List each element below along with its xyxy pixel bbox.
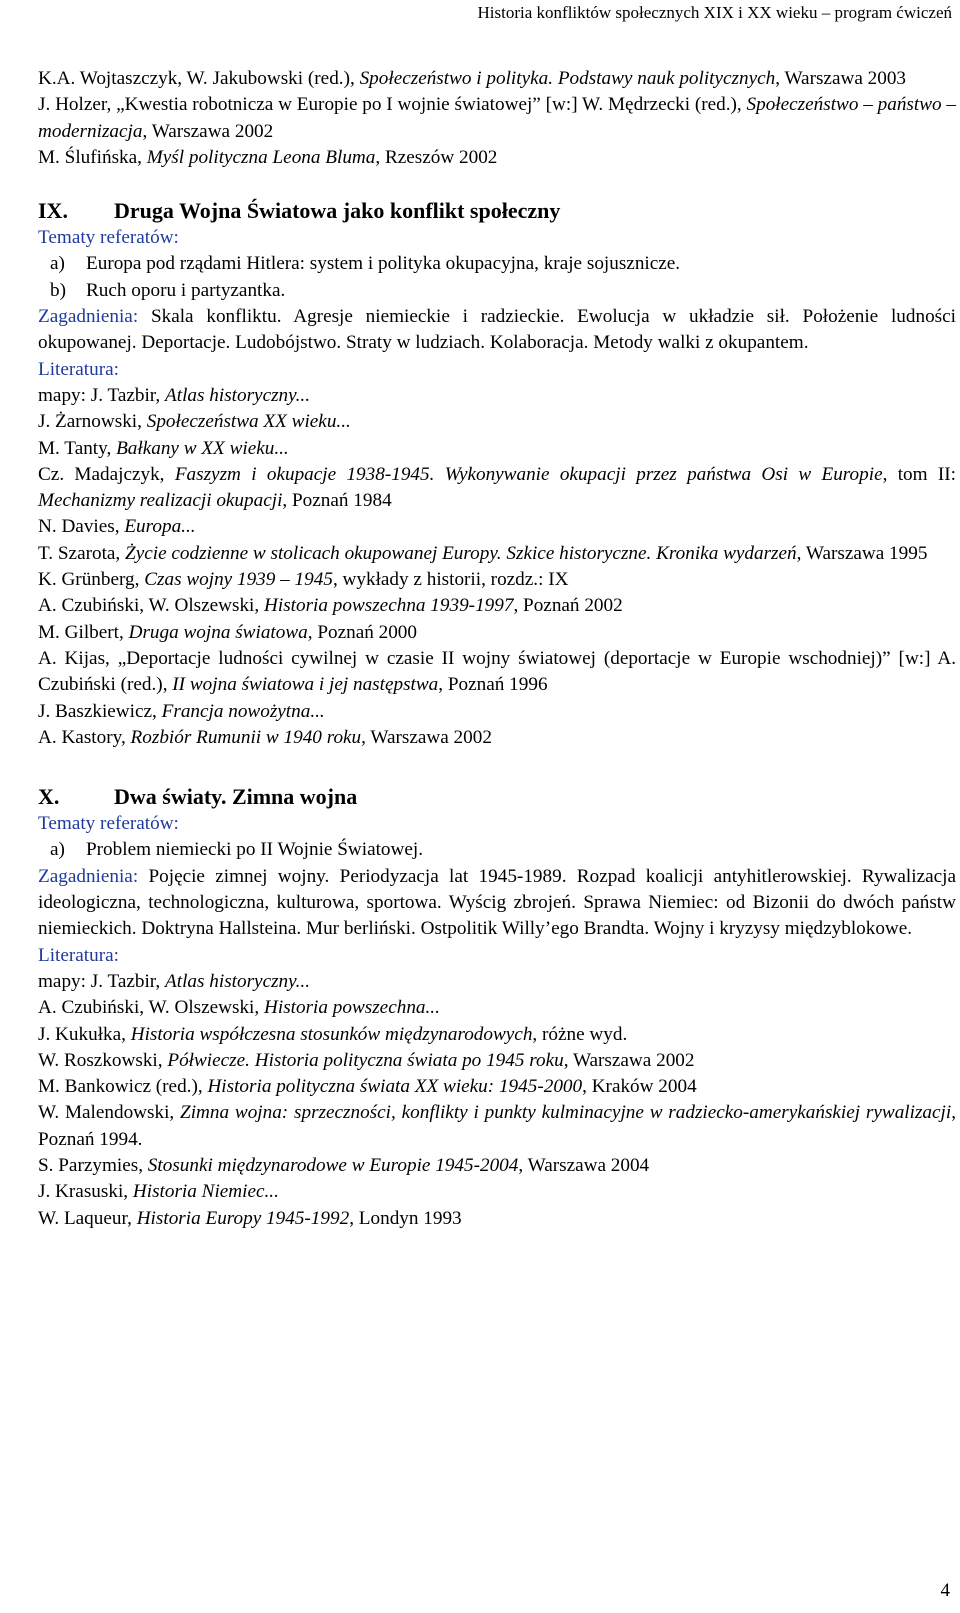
literature-entry-part: Historia polityczna świata XX wieku: 1945-2000 <box>207 1076 583 1098</box>
literature-entry-part: , Poznań 1996 <box>438 674 548 696</box>
literature-entry-part: Półwiecze. Historia polityczna świata po 1945 roku <box>167 1049 564 1071</box>
literature-entry <box>38 541 956 567</box>
section-10-issues <box>38 864 956 943</box>
literature-entry <box>38 969 956 995</box>
reference-entry-part: K.A. Wojtaszczyk, W. Jakubowski (red.), <box>38 68 360 89</box>
literature-entry-part: M. Gilbert, <box>38 621 129 643</box>
literature-entry-part: Życie codzienne w stolicach okupowanej Europy. Szkice historyczne. Kronika wydarzeń <box>125 542 797 564</box>
topic-label: a) <box>50 253 65 275</box>
literature-entry-part: , Poznań 2002 <box>513 595 623 617</box>
section-9-issues-text: Skala konfliktu. Agresje niemieckie i radzieckie. Ewolucja w układzie sił. Położenie ludności okupowanej. Deportacje. Ludobójstwo. Straty w ludziach. Kolaboracja. Metody walki z okupantem. <box>38 306 956 354</box>
literature-entry-part: A. Czubiński, W. Olszewski, <box>38 595 264 617</box>
section-10-topics-label: Tematy referatów: <box>38 813 179 835</box>
literature-entry-part: Atlas historyczny... <box>165 970 310 992</box>
literature-entry <box>38 409 956 435</box>
section-10-number: X. <box>38 784 60 810</box>
literature-entry-part: , Poznań 2000 <box>307 621 417 643</box>
literature-entry-part: Bałkany w XX wieku... <box>116 437 289 459</box>
section-9-issues-label: Zagadnienia: <box>38 306 139 328</box>
literature-entry-part: mapy: J. Tazbir, <box>38 970 166 992</box>
literature-entry-part: , wykłady z historii, rozdz.: IX <box>332 569 569 591</box>
reference-entry-part: Myśl polityczna Leona Bluma <box>146 146 376 168</box>
literature-entry-part: Zimna wojna: sprzeczności, konflikty i punkty kulminacyjne w radziecko-amerykańskiej rywalizacji <box>180 1102 952 1124</box>
reference-entry-part: , Warszawa 2002 <box>142 120 274 142</box>
section-9-topics-label: Tematy referatów: <box>38 227 179 249</box>
section-10-issues-text: Pojęcie zimnej wojny. Periodyzacja lat 1945-1989. Rozpad koalicji antyhitlerowskiej. Rywalizacja ideologiczna, technologiczna, kulturowa, sportowa. Wyścig zbrojeń. Sprawa Niemiec: od Bizonii do dwóch państw niemieckich. Doktryna Hallsteina. Mur berliński. Ostpolitik Willy’ego Brandta. Wojny i kryzysy międzyblokowe. <box>38 865 956 940</box>
section-9-literature <box>38 383 956 751</box>
literature-entry-part: Historia powszechna... <box>264 997 440 1019</box>
literature-entry-part: Historia powszechna 1939-1997 <box>264 595 514 617</box>
literature-entry-part: Francja nowożytna... <box>161 700 325 722</box>
literature-entry <box>38 725 956 751</box>
literature-entry <box>38 646 956 699</box>
literature-entry-part: A. Kijas, „Deportacje ludności cywilnej w czasie II wojny światowej (deportacje w Europie wschodniej)” [w:] A. Czubiński (red.), <box>38 647 956 696</box>
literature-entry-part: , Warszawa 1995 <box>796 542 928 564</box>
literature-entry <box>38 699 956 725</box>
reference-entry <box>38 92 956 145</box>
reference-entry-part: Społeczeństwo – państwo – modernizacja <box>38 94 956 142</box>
section-10-topics <box>38 837 956 863</box>
literature-entry-part: J. Kukułka, <box>38 1023 131 1045</box>
literature-entry <box>38 1074 956 1100</box>
literature-entry-part: J. Krasuski, <box>38 1181 133 1203</box>
topic-text: Europa pod rządami Hitlera: system i polityka okupacyjna, kraje sojusznicze. <box>86 253 681 275</box>
literature-entry <box>38 462 956 515</box>
section-9-number: IX. <box>38 198 68 224</box>
literature-entry <box>38 567 956 593</box>
page-content <box>38 66 956 1232</box>
literature-entry-part: Europa... <box>124 516 196 538</box>
literature-entry-part: Cz. Madajczyk, <box>38 463 175 485</box>
literature-entry-part: Druga wojna światowa <box>128 621 308 643</box>
literature-entry-part: A. Czubiński, W. Olszewski, <box>38 997 264 1019</box>
literature-entry-part: , Kraków 2004 <box>582 1076 697 1098</box>
literature-entry-part: M. Bankowicz (red.), <box>38 1076 208 1098</box>
section-10-literature <box>38 969 956 1232</box>
literature-entry-part: J. Baszkiewicz, <box>38 700 162 722</box>
topic-text: Problem niemiecki po II Wojnie Światowej. <box>86 839 424 861</box>
literature-entry-part: , różne wyd. <box>532 1023 628 1045</box>
reference-entry-part: , Rzeszów 2002 <box>375 146 498 168</box>
literature-entry-part: , Poznań 1984 <box>282 490 392 512</box>
topic-text: Ruch oporu i partyzantka. <box>86 279 286 301</box>
literature-entry-part: Społeczeństwa XX wieku... <box>146 411 351 433</box>
topic-label: b) <box>50 279 66 301</box>
section-10-heading: Dwa światy. Zimna wojna <box>114 784 358 810</box>
literature-entry <box>38 1206 956 1232</box>
reference-entry-part: J. Holzer, „Kwestia robotnicza w Europie po I wojnie światowej” [w:] W. Mędrzecki (red.), <box>38 94 747 116</box>
reference-entry-part: , Warszawa 2003 <box>775 68 907 89</box>
literature-entry-part: S. Parzymies, <box>38 1154 148 1176</box>
topic-item <box>38 278 956 304</box>
literature-entry <box>38 383 956 409</box>
literature-entry-part: Historia współczesna stosunków międzynarodowych <box>130 1023 533 1045</box>
reference-entry <box>38 66 956 92</box>
literature-entry-part: , Warszawa 2004 <box>518 1154 650 1176</box>
topic-item <box>38 251 956 277</box>
literature-entry-part: Faszyzm i okupacje 1938-1945. Wykonywanie okupacji przez państwa Osi w Europie <box>174 463 883 485</box>
literature-entry-part: N. Davies, <box>38 516 125 538</box>
literature-entry-part: Stosunki międzynarodowe w Europie 1945-2004 <box>147 1154 519 1176</box>
literature-entry-part: Historia Niemiec... <box>132 1181 279 1203</box>
section-9-literature-label: Literatura: <box>38 358 119 380</box>
reference-entry <box>38 145 956 171</box>
literature-entry-part: , Warszawa 2002 <box>563 1049 695 1071</box>
literature-entry-part: W. Laqueur, <box>38 1207 137 1229</box>
section-9-issues <box>38 304 956 357</box>
topic-label: a) <box>50 839 65 861</box>
literature-entry <box>38 1022 956 1048</box>
literature-entry-part: A. Kastory, <box>38 726 131 748</box>
literature-entry-part: Rozbiór Rumunii w 1940 roku <box>130 726 362 748</box>
literature-entry <box>38 995 956 1021</box>
literature-entry-part: W. Roszkowski, <box>38 1049 168 1071</box>
literature-entry-part: T. Szarota, <box>38 542 126 564</box>
literature-entry <box>38 1100 956 1153</box>
reference-entry-part: Społeczeństwo i polityka. Podstawy nauk politycznych <box>359 68 776 89</box>
literature-entry-part: K. Grünberg, <box>38 569 145 591</box>
literature-entry <box>38 1048 956 1074</box>
literature-entry-part: , Poznań 1994. <box>38 1102 956 1150</box>
section-9-topics <box>38 251 956 304</box>
literature-entry-part: , Warszawa 2002 <box>361 726 492 748</box>
literature-entry <box>38 1153 956 1179</box>
running-header: Historia konfliktów społecznych XIX i XX wieku – program ćwiczeń <box>477 3 952 22</box>
literature-entry-part: Mechanizmy realizacji okupacji <box>38 490 283 512</box>
section-10-literature-label: Literatura: <box>38 944 119 966</box>
literature-entry <box>38 436 956 462</box>
literature-entry-part: , tom II: <box>882 463 957 485</box>
section-9-title <box>38 197 956 225</box>
literature-entry-part: Czas wojny 1939 – 1945 <box>144 569 333 591</box>
top-references <box>38 66 956 171</box>
literature-entry-part: , Londyn 1993 <box>349 1207 462 1229</box>
literature-entry-part: J. Żarnowski, <box>38 411 147 433</box>
topic-item <box>38 837 956 863</box>
literature-entry <box>38 593 956 619</box>
literature-entry <box>38 620 956 646</box>
literature-entry <box>38 1179 956 1205</box>
literature-entry-part: W. Malendowski, <box>38 1102 181 1124</box>
section-10-title <box>38 783 956 811</box>
literature-entry-part: M. Tanty, <box>38 437 117 459</box>
page-number: 4 <box>940 1580 950 1601</box>
literature-entry-part: mapy: J. Tazbir, <box>38 384 166 406</box>
reference-entry-part: M. Ślufińska, <box>38 146 147 168</box>
literature-entry <box>38 514 956 540</box>
literature-entry-part: Atlas historyczny... <box>165 384 310 406</box>
literature-entry-part: II wojna światowa i jej następstwa <box>172 674 439 696</box>
section-9-heading: Druga Wojna Światowa jako konflikt społeczny <box>114 198 561 224</box>
section-10-issues-label: Zagadnienia: <box>38 865 139 887</box>
literature-entry-part: Historia Europy 1945-1992 <box>136 1207 350 1229</box>
